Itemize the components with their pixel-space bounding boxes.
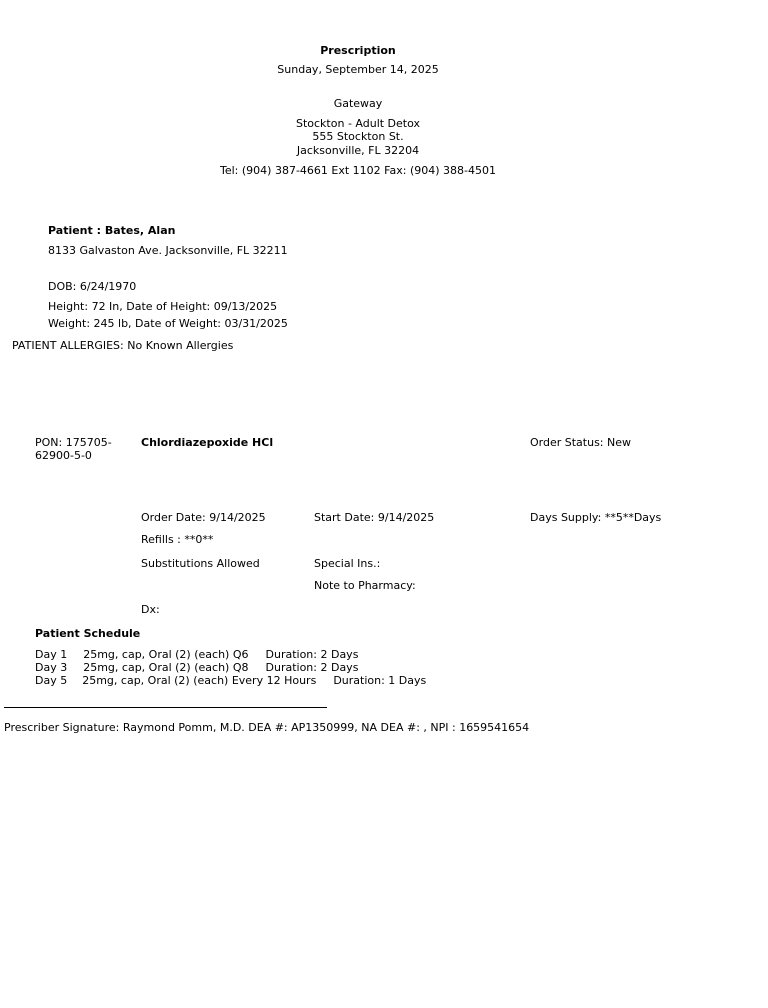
- document-date: Sunday, September 14, 2025: [277, 63, 439, 76]
- diagnosis: Dx:: [141, 603, 160, 616]
- order-pon: PON: 175705-62900-5-0: [35, 436, 112, 462]
- schedule-row: [35, 661, 358, 674]
- signature-line: [4, 707, 327, 708]
- schedule-row: [35, 674, 426, 687]
- patient-dob: DOB: 6/24/1970: [48, 280, 137, 293]
- patient-height: Height: 72 In, Date of Height: 09/13/2025: [48, 300, 278, 313]
- schedule-day: Day 5: [35, 674, 68, 687]
- patient-address: 8133 Galvaston Ave. Jacksonville, FL 32211: [48, 244, 288, 257]
- document-title: Prescription: [320, 44, 396, 57]
- note-to-pharmacy: Note to Pharmacy:: [314, 579, 416, 592]
- schedule-duration: Duration: 2 Days: [265, 648, 359, 661]
- schedule-dose: 25mg, cap, Oral (2) (each) Every 12 Hours: [82, 674, 317, 687]
- order-date: Order Date: 9/14/2025: [141, 511, 266, 524]
- patient-weight: Weight: 245 lb, Date of Weight: 03/31/2025: [48, 317, 288, 330]
- schedule-day: Day 1: [35, 648, 68, 661]
- facility-address-line2: Jacksonville, FL 32204: [296, 144, 420, 157]
- order-status: Order Status: New: [530, 436, 632, 449]
- refills: Refills : **0**: [141, 533, 214, 546]
- prescriber-signature: Prescriber Signature: Raymond Pomm, M.D. DEA #: AP1350999, NA DEA #: , NPI : 1659541654: [4, 721, 530, 734]
- schedule-row: [35, 648, 358, 661]
- facility-name: Stockton - Adult Detox: [295, 117, 421, 130]
- drug-name: Chlordiazepoxide HCl: [141, 436, 274, 449]
- schedule-dose: 25mg, cap, Oral (2) (each) Q6: [83, 648, 249, 661]
- substitutions: Substitutions Allowed: [141, 557, 260, 570]
- start-date: Start Date: 9/14/2025: [314, 511, 435, 524]
- patient-allergies: PATIENT ALLERGIES: No Known Allergies: [12, 339, 234, 352]
- days-supply: Days Supply: **5**Days: [530, 511, 662, 524]
- schedule-duration: Duration: 1 Days: [333, 674, 427, 687]
- schedule-day: Day 3: [35, 661, 68, 674]
- schedule-heading: Patient Schedule: [35, 627, 141, 640]
- facility-address-line1: 555 Stockton St.: [312, 130, 404, 143]
- organization-name: Gateway: [333, 97, 383, 110]
- schedule-duration: Duration: 2 Days: [265, 661, 359, 674]
- special-instructions: Special Ins.:: [314, 557, 381, 570]
- patient-name: Patient : Bates, Alan: [48, 224, 176, 237]
- schedule-dose: 25mg, cap, Oral (2) (each) Q8: [83, 661, 249, 674]
- facility-contact: Tel: (904) 387-4661 Ext 1102 Fax: (904) 388-4501: [220, 164, 496, 177]
